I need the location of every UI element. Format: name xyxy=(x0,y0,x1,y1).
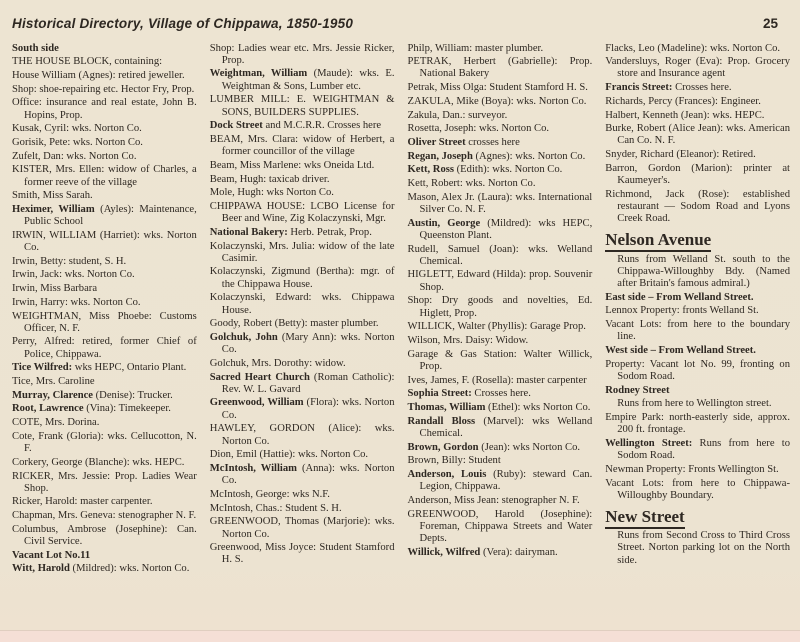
column-2 xyxy=(210,41,395,577)
directory-entry: Runs from Welland St. south to the Chippawa-Willoughby Bdy. (Named after Britain's famous admiral.) xyxy=(617,253,790,289)
directory-entry: WILLICK, Walter (Phyllis): Garage Prop. xyxy=(407,321,586,333)
directory-entry: Greenwood, William (Flora): wks. Norton Co. xyxy=(209,397,395,421)
directory-entry: Kolaczynski, Edward: wks. Chippawa House. xyxy=(209,292,395,316)
directory-entry: Witt, Harold (Mildred): wks. Norton Co. xyxy=(12,563,190,575)
directory-entry: Golchuk, Mrs. Dorothy: widow. xyxy=(209,357,346,369)
page-header xyxy=(8,6,792,33)
directory-entry: Regan, Joseph (Agnes): wks. Norton Co. xyxy=(407,150,586,162)
directory-entry: Kolaczynski, Mrs. Julia: widow of the late Casimir. xyxy=(209,240,395,264)
directory-entry: CHIPPAWA HOUSE: LCBO License for Beer and Wine, Zig Kolaczynski, Mgr. xyxy=(209,200,395,225)
directory-entry: Oliver Street crosses here xyxy=(407,136,520,148)
directory-entry: Runs from here to Wellington street. xyxy=(617,398,772,410)
directory-entry: Kett, Robert: wks. Norton Co. xyxy=(407,178,536,190)
directory-entry: Tice, Mrs. Caroline xyxy=(12,376,95,388)
directory-entry: Shop: Ladies wear etc. Mrs. Jessie Ricker, Prop. xyxy=(209,42,395,66)
directory-entry: National Bakery: Herb. Petrak, Prop. xyxy=(209,226,372,238)
directory-entry: Zakula, Dan.: surveyor. xyxy=(407,109,508,121)
directory-entry: Austin, George (Mildred): wks HEPC, Queenston Plant. xyxy=(407,217,593,241)
directory-entry: Dion, Emil (Hattie): wks. Norton Co. xyxy=(209,449,369,461)
directory-entry: Vacant Lot No.11 xyxy=(12,549,91,561)
directory-entry: Root, Lawrence (Vina): Timekeeper. xyxy=(12,403,171,415)
directory-entry: THE HOUSE BLOCK, containing: xyxy=(12,56,163,68)
directory-entry: Irwin, Harry: wks. Norton Co. xyxy=(12,296,141,308)
directory-entry: Halbert, Kenneth (Jean): wks. HEPC. xyxy=(605,109,765,121)
page-title: Historical Directory, Village of Chippawa, 1850-1950 xyxy=(12,16,354,31)
directory-entry: South side xyxy=(12,42,59,54)
directory-entry: McIntosh, Chas.: Student S. H. xyxy=(209,502,342,514)
directory-entry: Irwin, Betty: student, S. H. xyxy=(12,255,127,267)
directory-entry: Irwin, Jack: wks. Norton Co. xyxy=(12,269,135,281)
directory-entry: Rudell, Samuel (Joan): wks. Welland Chemical. xyxy=(407,243,593,267)
directory-entry: Anderson, Louis (Ruby): steward Can. Legion, Chippawa. xyxy=(407,469,593,493)
directory-entry: HAWLEY, GORDON (Alice): wks. Norton Co. xyxy=(209,423,395,447)
directory-entry: Zufelt, Dan: wks. Norton Co. xyxy=(12,150,137,162)
directory-entry: Greenwood, Miss Joyce: Student Stamford H. S. xyxy=(209,542,395,566)
column-3 xyxy=(408,41,593,577)
directory-entry: GREENWOOD, Thomas (Marjorie): wks. Norton Co. xyxy=(209,516,395,540)
directory-entry: Flacks, Leo (Madeline): wks. Norton Co. xyxy=(605,42,781,54)
directory-entry: Office: insurance and real estate, John B. Hopins, Prop. xyxy=(12,97,197,121)
directory-entry: Sophia Street: Crosses here. xyxy=(407,388,531,400)
directory-entry: House William (Agnes): retired jeweller. xyxy=(12,69,185,81)
column-1 xyxy=(12,41,197,577)
directory-entry: Anderson, Miss Jean: stenographer N. F. xyxy=(407,494,580,506)
page-number: 25 xyxy=(762,16,778,31)
directory-entry: Irwin, Miss Barbara xyxy=(12,283,98,295)
directory-entry: Dock Street and M.C.R.R. Crosses here xyxy=(209,120,382,132)
directory-entry: Tice Wilfred: wks HEPC, Ontario Plant. xyxy=(12,362,187,374)
directory-entry: Snyder, Richard (Eleanor): Retired. xyxy=(605,149,756,161)
directory-entry: LUMBER MILL: E. WEIGHTMAN & SONS, BUILDERS SUPPLIES. xyxy=(209,94,395,118)
directory-entry: Chapman, Mrs. Geneva: stenographer N. F. xyxy=(12,510,197,522)
directory-entry: Runs from Second Cross to Third Cross Street. Norton parking lot on the North side. xyxy=(617,530,790,566)
street-section-header: Nelson Avenue xyxy=(605,234,790,246)
directory-entry: Rosetta, Joseph: wks. Norton Co. xyxy=(407,123,550,135)
directory-entry: BEAM, Mrs. Clara: widow of Herbert, a former councillor of the village xyxy=(209,133,395,158)
directory-entry: Brown, Billy: Student xyxy=(407,455,501,467)
directory-entry: Newman Property: Fronts Wellington St. xyxy=(605,463,779,475)
directory-entry: Thomas, William (Ethel): wks Norton Co. xyxy=(407,401,591,413)
directory-entry: Burke, Robert (Alice Jean): wks. American Can Co. N. F. xyxy=(605,123,790,147)
directory-entry: Perry, Alfred: retired, former Chief of Police, Chippawa. xyxy=(12,336,197,360)
directory-entry: Willick, Wilfred (Vera): dairyman. xyxy=(407,546,558,558)
directory-entry: Ricker, Harold: master carpenter. xyxy=(12,496,153,508)
directory-entry: McIntosh, George: wks N.F. xyxy=(209,488,330,500)
directory-entry: Philp, William: master plumber. xyxy=(407,42,544,54)
directory-entry: Golchuk, John (Mary Ann): wks. Norton Co. xyxy=(209,331,395,356)
directory-entry: West side – From Welland Street. xyxy=(605,344,756,356)
directory-entry: Lennox Property: fronts Welland St. xyxy=(605,305,759,317)
directory-entry: Corkery, George (Blanche): wks. HEPC. xyxy=(12,456,185,468)
street-section-header: New Street xyxy=(605,511,790,523)
directory-entry: Sacred Heart Church (Roman Catholic): Rev. W. L. Gavard xyxy=(209,371,395,395)
directory-entry: KISTER, Mrs. Ellen: widow of Charles, a former reeve of the village xyxy=(12,164,197,188)
directory-entry: Petrak, Miss Olga: Student Stamford H. S. xyxy=(407,82,588,94)
directory-entry: PETRAK, Herbert (Gabrielle): Prop. National Bakery xyxy=(407,56,593,80)
directory-entry: Vacant Lots: from here to Chippawa-Willoughby Boundary. xyxy=(605,477,790,501)
directory-entry: Property: Vacant lot No. 99, fronting on Sodom Road. xyxy=(605,358,790,382)
directory-entry: Kolaczynski, Zigmund (Bertha): mgr. of the Chippawa House. xyxy=(209,266,395,290)
directory-entry: Mason, Alex Jr. (Laura): wks. International Silver Co. N. F. xyxy=(407,191,593,215)
directory-entry: East side – From Welland Street. xyxy=(605,291,754,303)
directory-entry: Goody, Robert (Betty): master plumber. xyxy=(209,318,379,330)
directory-entry: McIntosh, William (Anna): wks. Norton Co. xyxy=(209,463,395,487)
directory-entry: IRWIN, WILLIAM (Harriet): wks. Norton Co. xyxy=(12,229,197,254)
directory-entry: HIGLETT, Edward (Hilda): prop. Souvenir Shop. xyxy=(407,269,593,293)
directory-entry: Ives, James, F. (Rosella): master carpenter xyxy=(407,374,587,386)
directory-entry: Rodney Street xyxy=(605,384,670,396)
directory-entry: Kett, Ross (Edith): wks. Norton Co. xyxy=(407,164,563,176)
directory-entry: Smith, Miss Sarah. xyxy=(12,190,93,202)
column-4 xyxy=(605,41,790,577)
directory-entry: Columbus, Ambrose (Josephine): Can. Civil Service. xyxy=(12,523,197,548)
page-bottom-edge xyxy=(0,630,800,642)
directory-entry: ZAKULA, Mike (Boya): wks. Norton Co. xyxy=(407,95,587,107)
directory-entry: Vacant Lots: from here to the boundary line. xyxy=(605,319,790,343)
directory-entry: Vandersluys, Roger (Eva): Prop. Grocery store and Insurance agent xyxy=(605,56,790,80)
directory-entry: Wilson, Mrs. Daisy: Widow. xyxy=(407,334,529,346)
directory-entry: Shop: Dry goods and novelties, Ed. Higlett, Prop. xyxy=(407,295,593,319)
directory-entry: Barron, Gordon (Marion): printer at Kaumeyer's. xyxy=(605,162,790,187)
directory-entry: Randall Bloss (Marvel): wks Welland Chemical. xyxy=(407,415,593,439)
directory-entry: Kusak, Cyril: wks. Norton Co. xyxy=(12,123,142,135)
directory-entry: WEIGHTMAN, Miss Phoebe: Customs Officer, N. F. xyxy=(12,310,197,334)
directory-entry: Beam, Hugh: taxicab driver. xyxy=(209,173,330,185)
directory-entry: GREENWOOD, Harold (Josephine): Foreman, Chippawa Streets and Water Depts. xyxy=(407,508,593,545)
directory-entry: Garage & Gas Station: Walter Willick, Prop. xyxy=(407,348,593,372)
directory-entry: Brown, Gordon (Jean): wks Norton Co. xyxy=(407,441,581,453)
directory-entry: COTE, Mrs. Dorina. xyxy=(12,417,100,429)
directory-columns xyxy=(8,33,792,577)
directory-entry: Gorisik, Pete: wks. Norton Co. xyxy=(12,136,143,148)
directory-entry: Cote, Frank (Gloria): wks. Cellucotton, N. F. xyxy=(12,430,197,455)
directory-entry: Francis Street: Crosses here. xyxy=(605,82,732,94)
directory-entry: Wellington Street: Runs from here to Sodom Road. xyxy=(605,437,790,462)
directory-entry: Weightman, William (Maude): wks. E. Weightman & Sons, Lumber etc. xyxy=(209,68,395,92)
directory-entry: Richards, Percy (Frances): Engineer. xyxy=(605,95,761,107)
directory-entry: Mole, Hugh: wks Norton Co. xyxy=(209,187,334,199)
directory-entry: Heximer, William (Ayles): Maintenance, Public School xyxy=(12,203,197,228)
directory-entry: Murray, Clarence (Denise): Trucker. xyxy=(12,389,173,401)
directory-entry: RICKER, Mrs. Jessie: Prop. Ladies Wear Shop. xyxy=(12,470,197,494)
directory-entry: Shop: shoe-repairing etc. Hector Fry, Prop. xyxy=(12,83,195,95)
directory-entry: Richmond, Jack (Rose): established restaurant — Sodom Road and Lyons Creek Road. xyxy=(605,188,790,225)
directory-entry: Beam, Miss Marlene: wks Oneida Ltd. xyxy=(209,159,375,171)
directory-entry: Empire Park: north-easterly side, approx. 200 ft. frontage. xyxy=(605,411,790,436)
